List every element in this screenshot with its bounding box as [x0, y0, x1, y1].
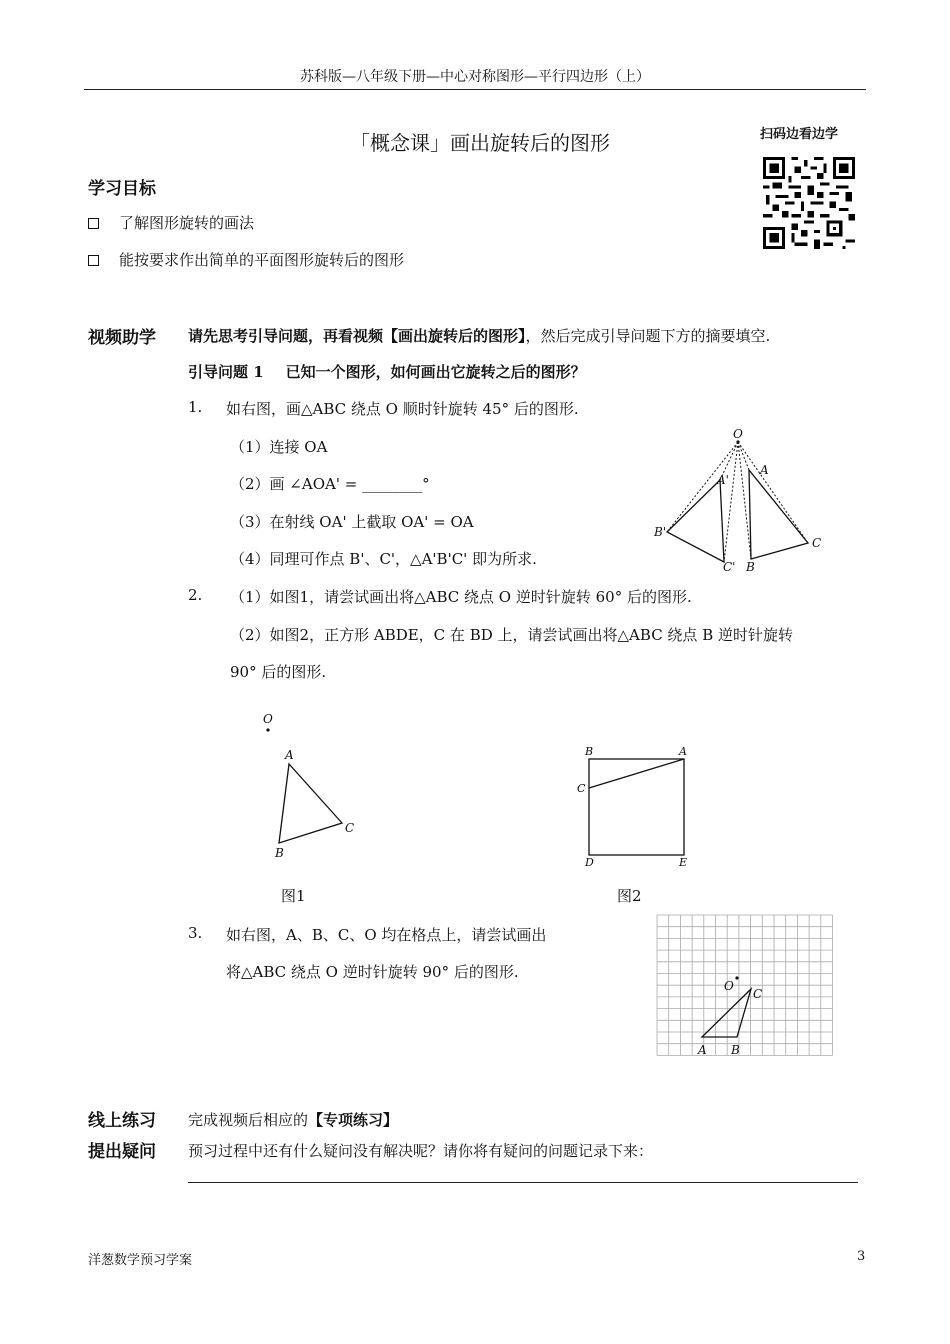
- page-header: 苏科版—八年级下册—中心对称图形—平行四边形（上）: [300, 69, 650, 85]
- questions-heading: 提出疑问: [88, 1142, 156, 1162]
- q3-line2: 将△ABC 绕点 O 逆时针旋转 90° 后的图形.: [226, 963, 519, 981]
- triangle-abc: [702, 989, 751, 1037]
- q1-step: （1）连接 OA: [230, 438, 328, 456]
- label-o: O: [724, 979, 734, 993]
- guide-question: 引导问题 1 已知一个图形，如何画出它旋转之后的图形？: [188, 363, 586, 381]
- checkbox[interactable]: [88, 255, 99, 266]
- qr-label: 扫码边看边学: [760, 127, 839, 142]
- triangle-abc: [749, 470, 808, 559]
- q1-step: （2）画 ∠AOA' = ________°: [230, 475, 430, 493]
- figure-1: [255, 706, 385, 866]
- label-o: O: [733, 427, 743, 441]
- video-heading: 视频助学: [88, 328, 156, 348]
- answer-line[interactable]: [188, 1182, 858, 1183]
- segment-ac: [589, 759, 684, 788]
- footer-left: 洋葱数学预习学案: [88, 1253, 193, 1268]
- q2-part1: （1）如图1，请尝试画出将△ABC 绕点 O 逆时针旋转 60° 后的图形.: [230, 588, 692, 606]
- triangle-abc: [279, 764, 342, 843]
- grid-figure: [652, 910, 834, 1062]
- online-heading: 线上练习: [88, 1111, 156, 1131]
- page-title: 「概念课」画出旋转后的图形: [350, 131, 610, 155]
- practice-link[interactable]: 【专项练习】: [308, 1111, 399, 1129]
- label-o: O: [263, 712, 273, 726]
- label-b: B: [731, 1043, 740, 1057]
- figure-2: [575, 742, 705, 874]
- label-a: A: [760, 463, 769, 477]
- q3-number: 3.: [188, 924, 203, 942]
- q3-line1: 如右图，A、B、C、O 均在格点上，请尝试画出: [226, 926, 547, 944]
- label-a: A: [285, 748, 294, 762]
- label-c: C: [577, 782, 586, 795]
- q1-number: 1.: [188, 398, 203, 416]
- figure-2-caption: 图2: [617, 887, 642, 905]
- goal-item: 能按要求作出简单的平面图形旋转后的图形: [88, 249, 404, 270]
- q2-part2-line2: 90° 后的图形.: [230, 663, 327, 681]
- online-text: 完成视频后相应的【专项练习】: [188, 1111, 399, 1129]
- qr-code-icon[interactable]: [763, 157, 855, 249]
- rotation-example-figure: [640, 422, 840, 582]
- figure-1-caption: 图1: [281, 887, 306, 905]
- q1-step: （3）在射线 OA' 上截取 OA' = OA: [230, 513, 474, 531]
- label-d: D: [585, 856, 594, 869]
- goals-heading: 学习目标: [88, 179, 156, 199]
- label-a1: A': [717, 473, 729, 487]
- q1-step: （4）同理可作点 B'、C'，△A'B'C' 即为所求.: [230, 550, 537, 568]
- page-number: 3: [857, 1249, 866, 1264]
- label-b: B: [585, 745, 594, 758]
- video-intro: 请先思考引导问题，再看视频【画出旋转后的图形】，然后完成引导问题下方的摘要填空.: [188, 327, 771, 345]
- header-rule: [84, 89, 866, 90]
- q1-text: 如右图，画△ABC 绕点 O 顺时针旋转 45° 后的图形.: [226, 400, 579, 418]
- questions-text: 预习过程中还有什么疑问没有解决呢？请你将有疑问的问题记录下来：: [188, 1142, 654, 1160]
- q2-part2-line1: （2）如图2，正方形 ABDE，C 在 BD 上，请尝试画出将△ABC 绕点 B 逆时针旋转: [230, 626, 793, 644]
- label-b1: B': [654, 525, 667, 539]
- goal-item: 了解图形旋转的画法: [88, 212, 254, 233]
- label-c: C: [345, 821, 355, 835]
- label-e: E: [679, 856, 688, 869]
- label-c: C: [753, 987, 763, 1001]
- label-a: A: [679, 745, 687, 758]
- label-c1: C': [723, 560, 736, 574]
- label-a: A: [698, 1043, 707, 1057]
- checkbox[interactable]: [88, 218, 99, 229]
- label-b: B: [275, 846, 284, 860]
- label-b: B: [746, 560, 755, 574]
- label-c: C: [812, 536, 822, 550]
- q2-number: 2.: [188, 586, 203, 604]
